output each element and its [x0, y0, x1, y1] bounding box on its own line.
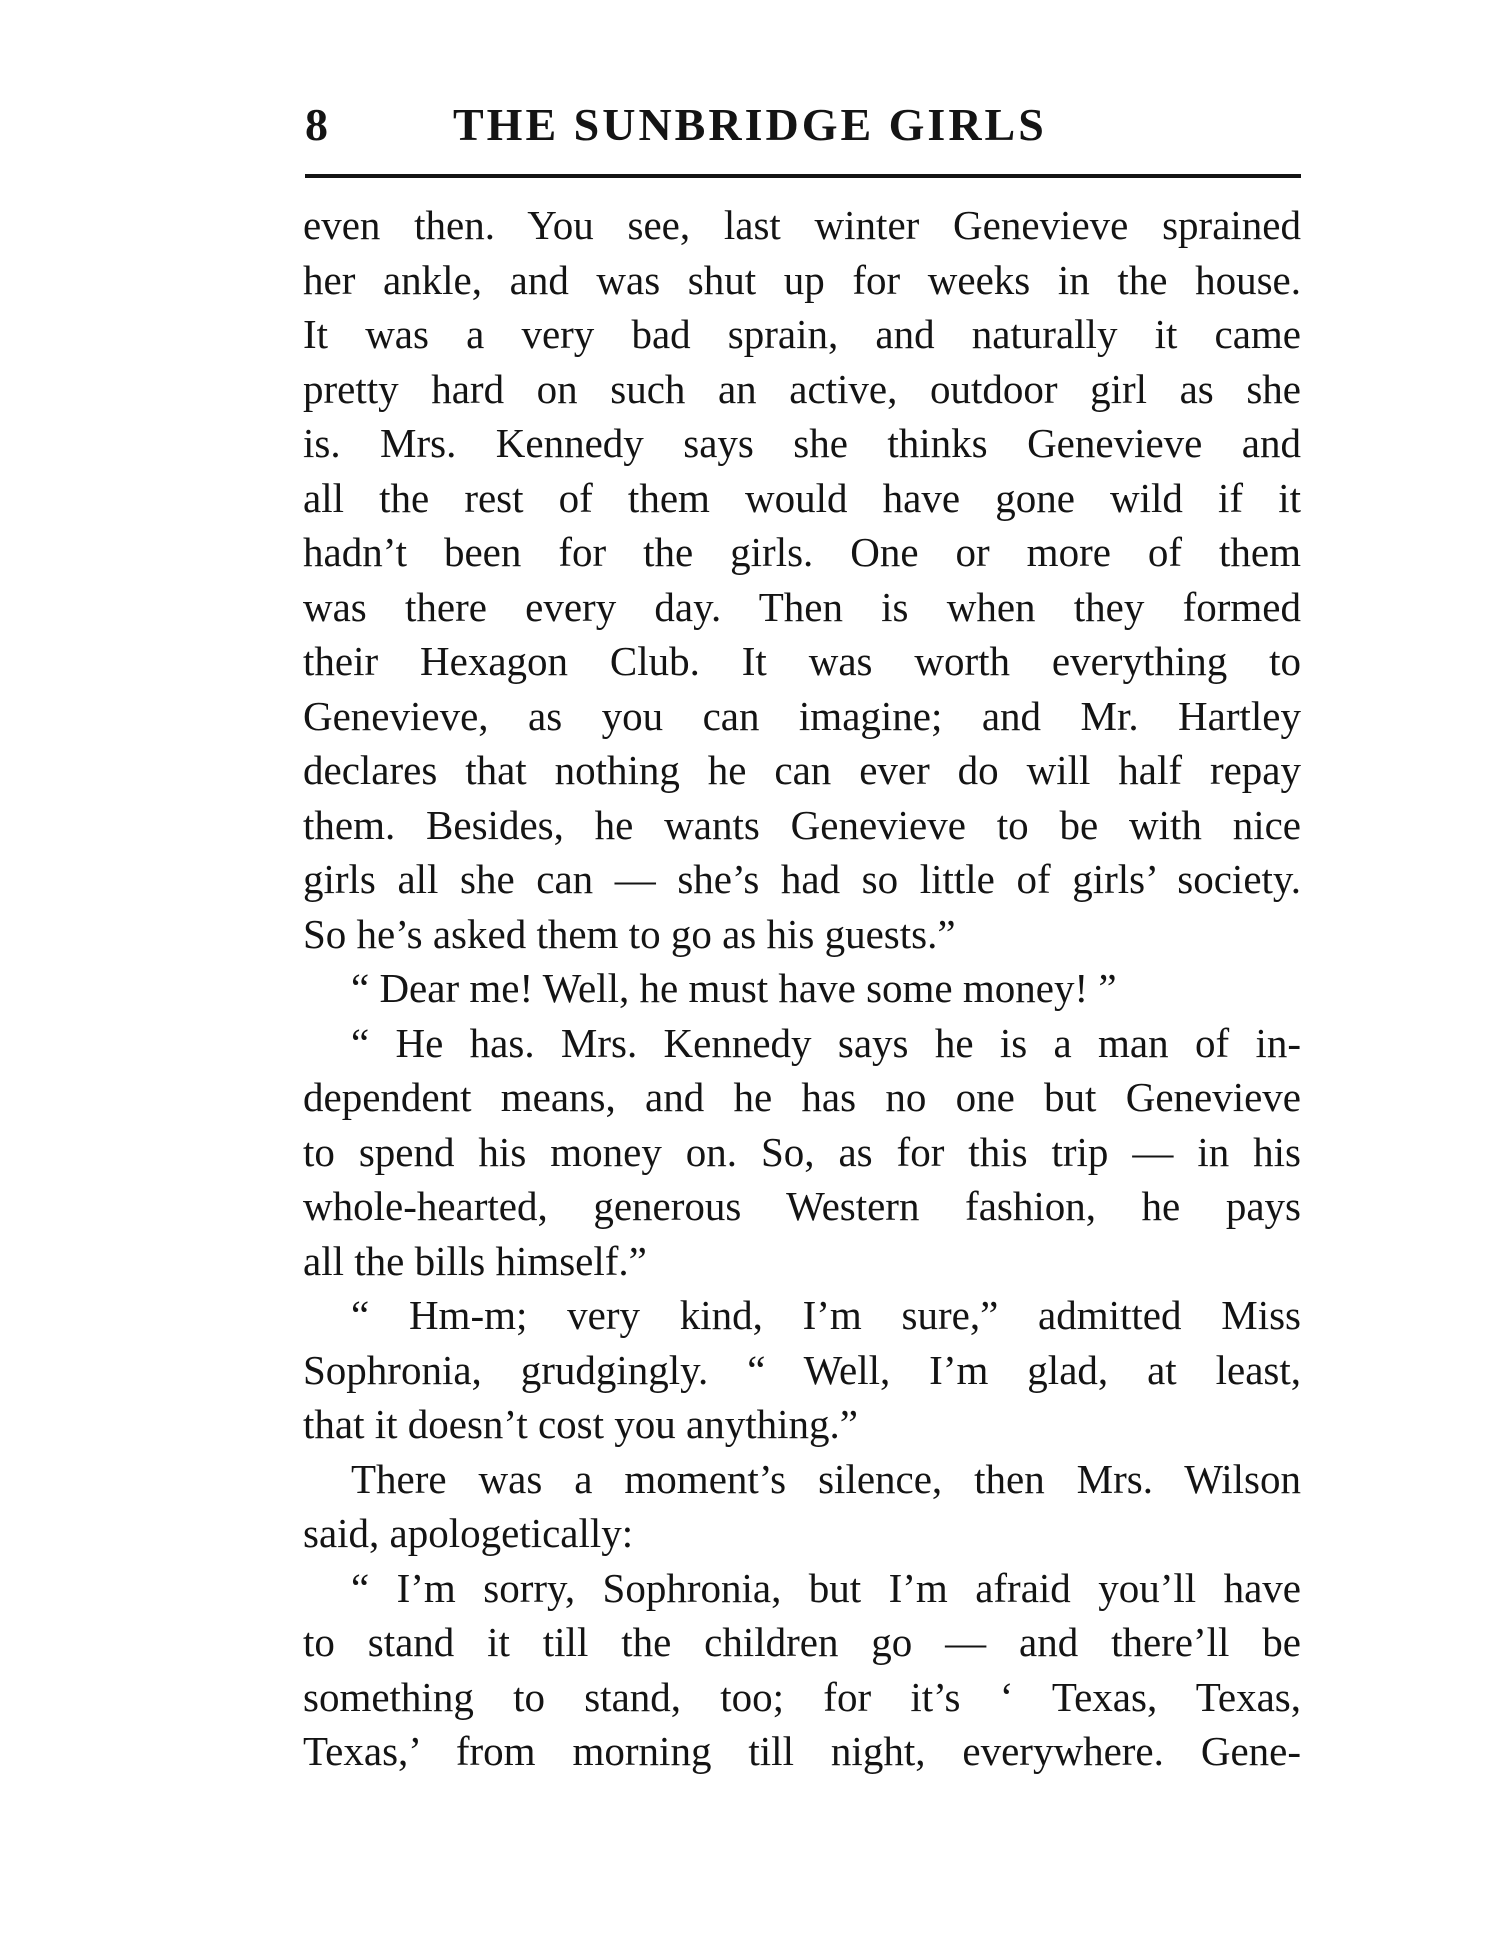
text-line: all the bills himself.” — [303, 1237, 647, 1284]
text-line: said, apologetically: — [303, 1510, 634, 1556]
text-line: them. Besides, he wants Genevieve to be with nice — [303, 801, 1301, 848]
text-line: So he’s asked them to go as his guests.” — [303, 910, 956, 957]
text-line: to stand it till the children go — and there’ll be — [303, 1619, 1301, 1665]
text-line: hadn’t been for the girls. One or more of them — [303, 529, 1301, 575]
text-line: is. Mrs. Kennedy says she thinks Genevieve and — [303, 420, 1301, 466]
text-line: pretty hard on such an active, outdoor girl as she — [303, 365, 1301, 412]
text-line: It was a very bad sprain, and naturally it came — [303, 311, 1301, 357]
text-line: something to stand, too; for it’s ‘ Texas, Texas, — [303, 1673, 1301, 1720]
text-line: Genevieve, as you can imagine; and Mr. Hartley — [303, 692, 1301, 739]
text-line: her ankle, and was shut up for weeks in the house. — [303, 256, 1301, 303]
text-line: “ Hm-m; very kind, I’m sure,” admitted Miss — [351, 1292, 1301, 1338]
text-line: girls all she can — she’s had so little of girls’ society. — [303, 856, 1301, 902]
text-line: all the rest of them would have gone wild if it — [303, 474, 1301, 521]
text-line: dependent means, and he has no one but Genevieve — [303, 1074, 1301, 1120]
text-line: Sophronia, grudgingly. “ Well, I’m glad, at least, — [303, 1346, 1301, 1393]
text-line: There was a moment’s silence, then Mrs. Wilson — [351, 1455, 1301, 1502]
text-line: even then. You see, last winter Genevieve sprained — [303, 202, 1301, 248]
text-line: “ Dear me! Well, he must have some money! ” — [351, 965, 1117, 1011]
page-header — [305, 98, 1303, 170]
text-line: that it doesn’t cost you anything.” — [303, 1401, 858, 1447]
text-line: “ I’m sorry, Sophronia, but I’m afraid you’ll have — [351, 1564, 1301, 1611]
page-number: 8 — [305, 99, 329, 150]
running-head-title: THE SUNBRIDGE GIRLS — [453, 99, 1047, 150]
text-line: declares that nothing he can ever do will half repay — [303, 747, 1301, 793]
text-line: their Hexagon Club. It was worth everything to — [303, 638, 1301, 684]
header-rule — [305, 174, 1301, 178]
text-line: whole-hearted, generous Western fashion, he pays — [303, 1183, 1301, 1229]
text-line: to spend his money on. So, as for this trip — in his — [303, 1128, 1301, 1175]
text-line: was there every day. Then is when they formed — [303, 583, 1301, 630]
body-text — [303, 198, 1301, 1779]
text-line: “ He has. Mrs. Kennedy says he is a man of in- — [351, 1019, 1301, 1066]
text-line: Texas,’ from morning till night, everywhere. Gene- — [303, 1728, 1301, 1774]
